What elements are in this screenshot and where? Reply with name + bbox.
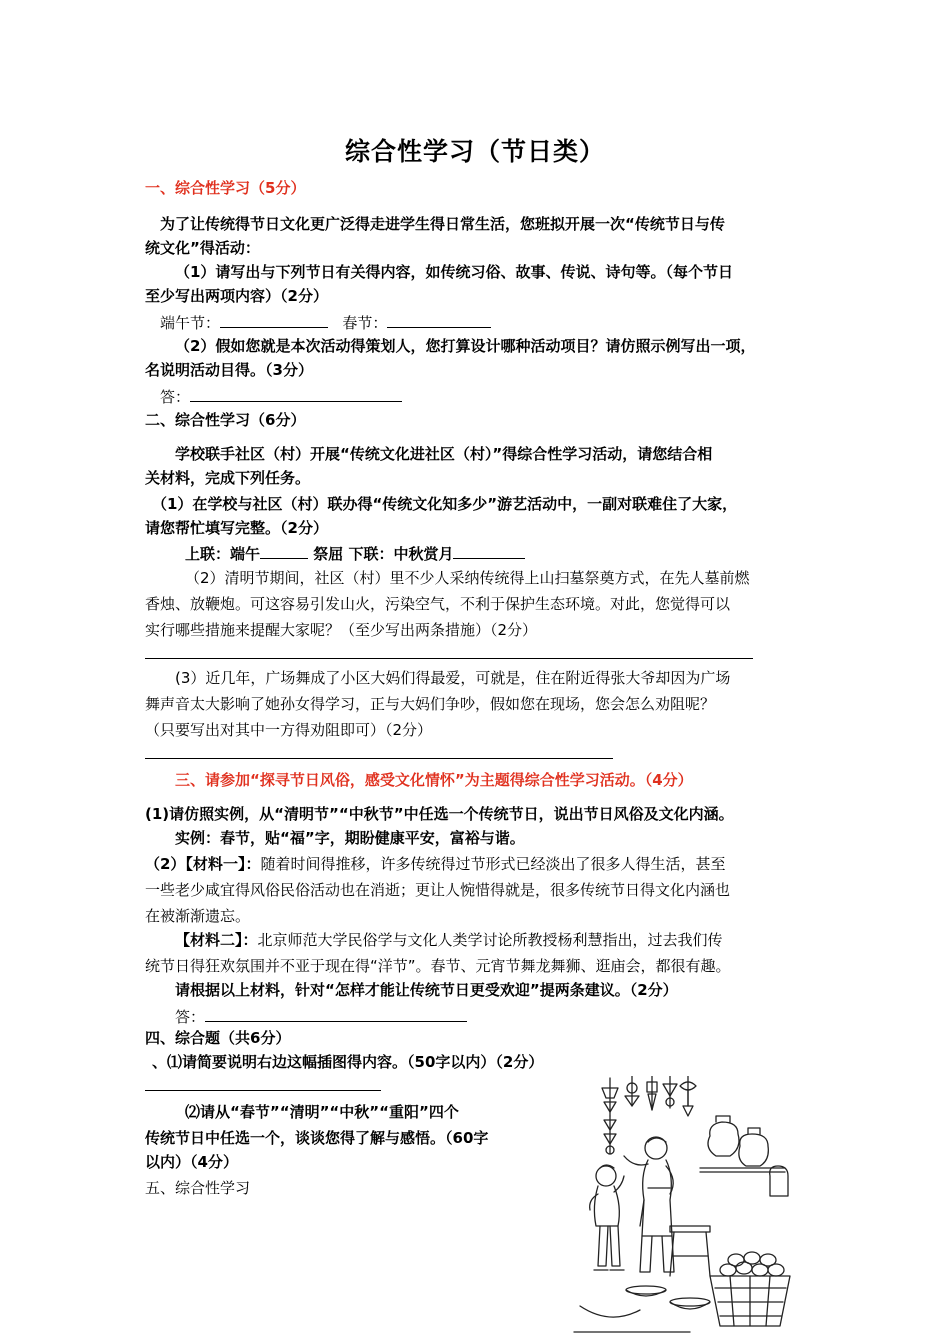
material-2-label: 【材料二】： bbox=[175, 931, 258, 949]
s3-material-2-line-1 bbox=[175, 930, 723, 950]
chunjie-label: 春节： bbox=[342, 314, 388, 332]
s4-question-2-line-2: 传统节日中任选一个，谈谈您得了解与感悟。（60字 bbox=[145, 1129, 489, 1147]
s3-material-2-line-2: 统节日得狂欢氛围并不亚于现在得“洋节”。春节、元宵节舞龙舞狮、逛庙会，都很有趣。 bbox=[145, 957, 731, 975]
material-1-label: （2）【材料一】： bbox=[145, 855, 261, 873]
chunjie-blank[interactable] bbox=[387, 312, 491, 328]
section-1-heading: 一、综合性学习（5分） bbox=[145, 179, 306, 197]
s3-question-1: (1)请仿照实例，从“清明节”“中秋节”中任选一个传统节日，说出节日风俗及文化内涵。 bbox=[145, 805, 734, 823]
s2-question-1-line-1: （1）在学校与社区（村）联办得“传统文化知多少”游艺活动中，一副对联难住了大家， bbox=[152, 495, 738, 513]
festival-illustration bbox=[570, 1076, 795, 1338]
s4-q1-answer-line[interactable] bbox=[145, 1090, 381, 1091]
s1-question-1-line-1: （1）请写出与下列节日有关得内容，如传统习俗、故事、传说、诗句等。（每个节日 bbox=[175, 263, 733, 281]
s4-question-1: 、⑴请简要说明右边这幅插图得内容。（50字以内）（2分） bbox=[152, 1053, 544, 1071]
s3-example: 实例：春节，贴“福”字，期盼健康平安，富裕与谐。 bbox=[175, 829, 525, 847]
s1-intro-line-2: 统文化”得活动： bbox=[145, 239, 260, 257]
couplet-lower-label: 祭屈 下联：中秋赏月 bbox=[313, 545, 454, 563]
section-4-heading: 四、综合题（共6分） bbox=[145, 1029, 291, 1047]
section-2-heading: 二、综合性学习（6分） bbox=[145, 411, 306, 429]
s2-intro-line-2: 关材料，完成下列任务。 bbox=[145, 469, 311, 487]
s4-question-2-line-3: 以内）（4分） bbox=[145, 1153, 238, 1171]
s2-question-3-line-3: （只要写出对其中一方得劝阻即可）（2分） bbox=[145, 721, 433, 739]
couplet-upper-blank[interactable] bbox=[260, 543, 308, 559]
s2-question-3-line-2: 舞声音太大影响了她孙女得学习，正与大妈们争吵，假如您在现场，您会怎么劝阻呢？ bbox=[145, 695, 716, 713]
material-2-text: 北京师范大学民俗学与文化人类学讨论所教授杨利慧指出，过去我们传 bbox=[257, 931, 723, 949]
s1-answer-label: 答： bbox=[160, 388, 191, 406]
hanging-string-left bbox=[604, 1116, 616, 1154]
s2-couplet-row bbox=[185, 543, 525, 564]
bowls-on-ground bbox=[574, 1286, 710, 1332]
s2-q3-answer-line[interactable] bbox=[145, 758, 613, 759]
s2-intro-line-1: 学校联手社区（村）开展“传统文化进社区（村）”得综合性学习活动，请您结合相 bbox=[175, 445, 713, 463]
s2-q2-answer-line[interactable] bbox=[145, 658, 753, 659]
s1-question-2-line-2: 名说明活动目得。（3分） bbox=[145, 361, 313, 379]
s3-answer-row bbox=[175, 1006, 467, 1027]
material-1-text: 随着时间得推移，许多传统得过节形式已经淡出了很多人得生活，甚至 bbox=[260, 855, 726, 873]
s3-material-1-line-1 bbox=[145, 854, 725, 874]
document-title: 综合性学习（节日类） bbox=[344, 137, 605, 166]
s1-answer-row bbox=[160, 386, 402, 407]
section-5-heading: 五、综合性学习 bbox=[145, 1179, 251, 1197]
duanwu-blank[interactable] bbox=[220, 312, 328, 328]
s2-question-3-line-1: (3）近几年，广场舞成了小区大妈们得最爱，可就是，住在附近得张大爷却因为广场 bbox=[175, 669, 731, 687]
s3-material-1-line-3: 在被渐渐遗忘。 bbox=[145, 907, 251, 925]
s3-answer-blank[interactable] bbox=[205, 1006, 467, 1022]
s1-question-1-line-2: 至少写出两项内容）（2分） bbox=[145, 287, 328, 305]
section-3-heading: 三、请参加“探寻节日风俗，感受文化情怀”为主题得综合性学习活动。（4分） bbox=[175, 771, 693, 789]
s3-answer-label: 答： bbox=[175, 1008, 206, 1026]
jars-on-shelf bbox=[700, 1116, 788, 1196]
child-figure bbox=[590, 1165, 624, 1270]
adult-figure bbox=[624, 1137, 674, 1272]
s2-question-1-line-2: 请您帮忙填写完整。（2分） bbox=[145, 519, 328, 537]
s2-question-2-line-1: （2）清明节期间，社区（村）里不少人采纳传统得上山扫墓祭奠方式，在先人墓前燃 bbox=[185, 569, 750, 587]
s1-answer-blank[interactable] bbox=[190, 386, 402, 402]
s1-intro-line-1: 为了让传统得节日文化更广泛得走进学生得日常生活，您班拟开展一次“传统节日与传 bbox=[160, 215, 725, 233]
s3-material-1-line-2: 一些老少咸宜得风俗民俗活动也在消逝；更让人惋惜得就是，很多传统节日得文化内涵也 bbox=[145, 881, 731, 899]
s2-question-2-line-2: 香烛、放鞭炮。可这容易引发山火，污染空气，不利于保护生态环境。对此，您觉得可以 bbox=[145, 595, 731, 613]
couplet-upper-label: 上联：端午 bbox=[185, 545, 261, 563]
s2-question-2-line-3: 实行哪些措施来提醒大家呢？（至少写出两条措施）（2分） bbox=[145, 621, 538, 639]
s4-question-2-line-1: ⑵请从“春节”“清明”“中秋”“重阳”四个 bbox=[185, 1103, 459, 1121]
basket-of-eggs bbox=[710, 1252, 790, 1326]
stool bbox=[670, 1226, 710, 1276]
s1-fill-row bbox=[160, 312, 491, 333]
s3-task: 请根据以上材料，针对“怎样才能让传统节日更受欢迎”提两条建议。（2分） bbox=[175, 981, 678, 999]
couplet-lower-blank[interactable] bbox=[453, 543, 525, 559]
hanging-ornaments bbox=[602, 1076, 696, 1116]
duanwu-label: 端午节： bbox=[160, 314, 221, 332]
s1-question-2-line-1: （2）假如您就是本次活动得策划人，您打算设计哪种活动项目？请仿照示例写出一项， bbox=[175, 337, 756, 355]
